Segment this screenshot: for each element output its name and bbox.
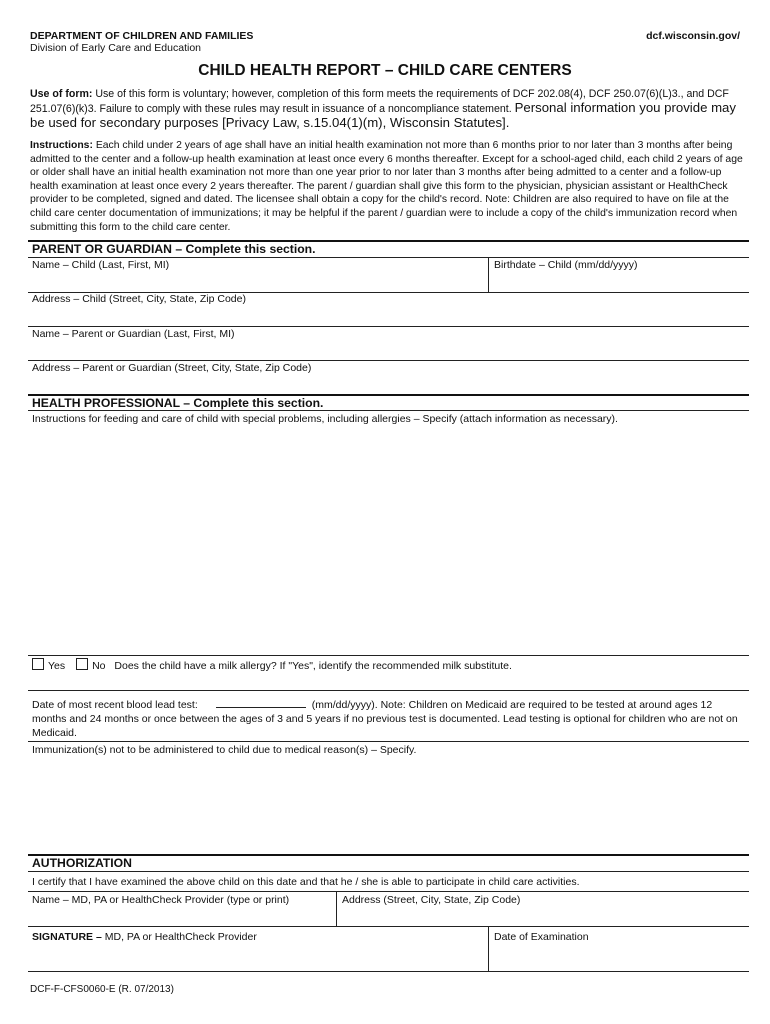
divider bbox=[336, 891, 337, 927]
divider bbox=[28, 871, 749, 872]
lead-test-continuation: around ages 12 months and 24 months or once between the ages of 3 and 5 years if no previous test is documented. Lead testing is optional for children who are not on Medicaid. bbox=[32, 699, 738, 739]
health-section-heading: HEALTH PROFESSIONAL – Complete this section. bbox=[32, 396, 324, 410]
divider bbox=[28, 326, 749, 327]
lead-test-label: Date of most recent blood lead test: bbox=[32, 699, 198, 711]
child-birthdate-field[interactable]: Birthdate – Child (mm/dd/yyyy) bbox=[494, 259, 638, 271]
feeding-instructions-field[interactable]: Instructions for feeding and care of child with special problems, including allergies – Specify (attach information as necessary). bbox=[32, 413, 618, 425]
yes-checkbox[interactable] bbox=[32, 658, 44, 670]
milk-allergy-question: Does the child have a milk allergy? If "Yes", identify the recommended milk substitute. bbox=[114, 660, 512, 672]
signature-label-rest: MD, PA or HealthCheck Provider bbox=[101, 931, 257, 943]
use-of-form-paragraph bbox=[30, 87, 750, 131]
no-label: No bbox=[92, 660, 106, 672]
child-address-field[interactable]: Address – Child (Street, City, State, Zip Code) bbox=[32, 293, 246, 305]
divider bbox=[28, 741, 749, 742]
divider bbox=[488, 926, 489, 971]
authorization-heading: AUTHORIZATION bbox=[32, 856, 132, 870]
lead-test-date-input[interactable] bbox=[216, 698, 306, 708]
instructions-label: Instructions: bbox=[30, 140, 93, 151]
certify-statement: I certify that I have examined the above child on this date and that he / she is able to participate in child care activities. bbox=[32, 876, 580, 888]
provider-address-field[interactable]: Address (Street, City, State, Zip Code) bbox=[342, 894, 521, 906]
privacy-notice: Personal information you provide may be used for secondary purposes [Privacy Law, s.15.04(1)(m), Wisconsin Statutes]. bbox=[30, 100, 736, 130]
divider bbox=[28, 410, 749, 411]
use-of-form-label: Use of form: bbox=[30, 88, 93, 100]
form-number: DCF-F-CFS0060-E (R. 07/2013) bbox=[30, 984, 174, 995]
department-name: DEPARTMENT OF CHILDREN AND FAMILIES bbox=[30, 30, 254, 42]
divider bbox=[28, 655, 749, 656]
website-url: dcf.wisconsin.gov/ bbox=[646, 30, 740, 42]
parent-name-field[interactable]: Name – Parent or Guardian (Last, First, MI) bbox=[32, 328, 235, 340]
divider bbox=[28, 971, 749, 972]
lead-test-paragraph bbox=[32, 698, 747, 740]
instructions-text: Each child under 2 years of age shall have an initial health examination not more than 6 months prior to nor later than 3 months after being admitted to the center and a follow-up health examination at least once every 6 months thereafter. Except for a school-aged child, each child 2 years of age or older shall have an initial health examination not more than one year prior to nor later than 3 months after being admitted to a center and a follow-up health examination at least once every 2 years thereafter. The parent / guardian shall give this form to the physician, physician assistant or HealthCheck provider to be completed, signed and dated. The licensee shall obtain a copy for the child's record. Note: Children are also required to have on file at the child care center documentation of immunizations; it may be helpful if the parent / guardian were to include a copy of the child's immunization record when submitting this form to the child care center. bbox=[30, 140, 743, 233]
divider bbox=[28, 926, 749, 927]
divider bbox=[28, 854, 749, 856]
divider bbox=[28, 891, 749, 892]
divider bbox=[28, 360, 749, 361]
divider bbox=[28, 257, 749, 258]
provider-name-field[interactable]: Name – MD, PA or HealthCheck Provider (type or print) bbox=[32, 894, 290, 906]
parent-address-field[interactable]: Address – Parent or Guardian (Street, City, State, Zip Code) bbox=[32, 362, 312, 374]
parent-section-heading: PARENT OR GUARDIAN – Complete this section. bbox=[32, 242, 316, 256]
signature-field[interactable] bbox=[32, 931, 257, 943]
signature-label: SIGNATURE – bbox=[32, 931, 102, 943]
yes-label: Yes bbox=[48, 660, 66, 672]
lead-test-note: (mm/dd/yyyy). Note: Children on Medicaid are required to be tested at bbox=[311, 699, 637, 711]
milk-allergy-row bbox=[32, 658, 512, 672]
page-title: CHILD HEALTH REPORT – CHILD CARE CENTERS bbox=[198, 62, 572, 79]
divider bbox=[488, 257, 489, 293]
immunization-field[interactable]: Immunization(s) not to be administered to child due to medical reason(s) – Specify. bbox=[32, 744, 417, 756]
no-checkbox[interactable] bbox=[76, 658, 88, 670]
divider bbox=[28, 690, 749, 691]
exam-date-field[interactable]: Date of Examination bbox=[494, 931, 589, 943]
child-name-field[interactable]: Name – Child (Last, First, MI) bbox=[32, 259, 170, 271]
use-of-form-text: Use of this form is voluntary; however, completion of this form meets the requirements of DCF 202.08(4), DCF 250.07(6)(L)3., and DCF 251.07(6)(k)3. Failure to comply with these rules may result in issuance of a noncompliance statement. bbox=[30, 88, 729, 115]
division-name: Division of Early Care and Education bbox=[30, 42, 202, 54]
instructions-paragraph bbox=[30, 139, 752, 234]
